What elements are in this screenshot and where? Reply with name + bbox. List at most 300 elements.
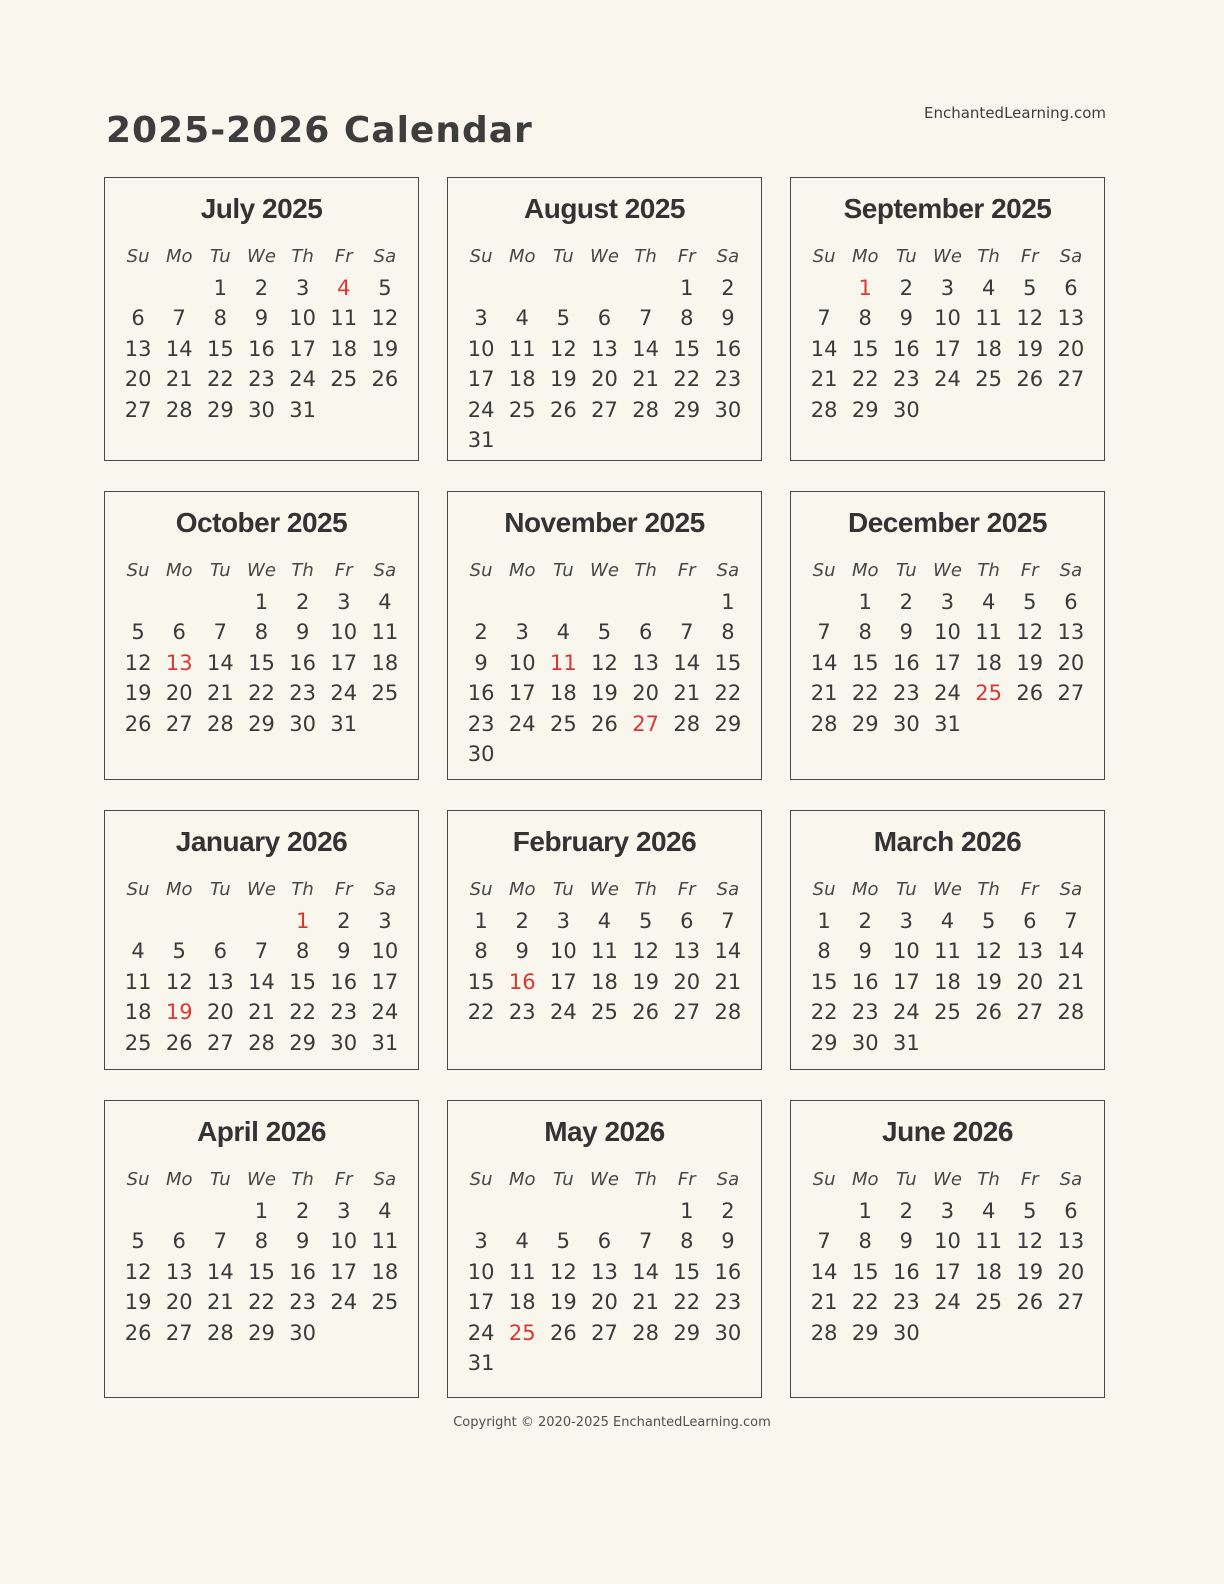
empty-cell [461,1196,502,1227]
date-cell: 7 [172,306,186,330]
date-cell: 5 [556,306,571,330]
day-of-week-header: Mo [165,560,193,581]
date-cell: 2 [899,1198,914,1223]
date-cell: 28 [165,397,193,422]
date-cell: 9 [254,306,269,330]
date-cell: 11 [371,1229,399,1253]
date-cell: 4 [981,589,996,614]
empty-cell [707,1348,748,1379]
date-cell: 23 [289,1290,316,1314]
empty-cell [200,587,241,618]
date-cell: 17 [934,1259,961,1284]
date-cell: 5 [981,908,996,933]
date-cell: 21 [206,681,234,705]
month-card [790,491,1105,780]
empty-cell [364,709,405,740]
date-cell: 10 [892,939,920,963]
day-of-week-header: Tu [553,560,574,581]
date-cell: 29 [206,397,234,422]
month-card [790,1100,1105,1398]
month-grid [461,242,749,456]
date-cell: 13 [591,1259,618,1284]
date-cell: 18 [549,681,577,705]
day-of-week-header: Tu [210,560,231,581]
date-cell: 23 [508,1000,536,1024]
date-cell: 26 [632,1000,659,1024]
day-of-week-header: Fr [334,560,353,581]
date-cell: 29 [851,711,879,736]
date-cell: 3 [556,908,571,933]
day-of-week-header: Sa [716,246,740,267]
day-of-week-header: Fr [334,1169,353,1190]
day-of-week-header: Su [126,879,150,900]
date-cell: 5 [1023,1198,1037,1223]
date-cell: 29 [714,711,742,736]
month-title: August 2025 [524,193,685,224]
date-cell: 9 [858,939,872,963]
date-cell: 21 [165,367,193,391]
date-cell: 3 [940,1198,955,1223]
date-cell: 15 [289,969,316,994]
date-cell: 10 [934,620,961,644]
date-cell: 10 [934,1229,961,1253]
empty-cell [968,1028,1009,1059]
date-cell: 28 [248,1030,275,1055]
date-cell: 13 [124,336,152,361]
date-cell: 15 [851,650,879,675]
date-cell-holiday: 19 [165,1000,193,1024]
date-cell: 23 [714,1290,742,1314]
empty-cell [543,739,584,770]
date-cell: 21 [248,1000,275,1024]
date-cell: 23 [714,367,742,391]
date-cell: 7 [638,1229,653,1253]
day-of-week-header: We [590,246,619,267]
empty-cell [968,1318,1009,1349]
empty-cell [625,425,666,456]
date-cell: 19 [371,336,399,361]
empty-cell [1050,1028,1091,1059]
date-cell: 30 [892,397,920,422]
day-of-week-header: Mo [851,1169,879,1190]
date-cell: 9 [474,650,488,675]
empty-cell [666,739,707,770]
day-of-week-header: Su [812,560,836,581]
date-cell: 13 [591,336,618,361]
date-cell: 29 [673,397,701,422]
day-of-week-header: We [247,879,276,900]
date-cell: 6 [597,1229,612,1253]
date-cell: 13 [1057,1229,1085,1253]
date-cell: 4 [940,908,955,933]
empty-cell [241,906,282,937]
day-of-week-header: Fr [1020,560,1039,581]
date-cell: 26 [549,397,577,422]
date-cell: 8 [254,620,269,644]
empty-cell [625,587,666,618]
empty-cell [804,1196,845,1227]
date-cell: 22 [810,1000,838,1024]
month-grid [118,242,406,425]
date-cell: 7 [213,1229,228,1253]
date-cell: 10 [549,939,577,963]
date-cell: 24 [371,1000,399,1024]
day-of-week-header: We [590,1169,619,1190]
day-of-week-header: We [590,560,619,581]
date-cell: 25 [124,1030,152,1055]
empty-cell [502,425,543,456]
date-cell: 9 [515,939,529,963]
date-cell: 20 [673,969,701,994]
date-cell: 31 [467,428,495,452]
date-cell: 17 [508,681,536,705]
empty-cell [159,273,200,304]
date-cell: 3 [295,275,310,300]
date-cell: 14 [632,336,659,361]
date-cell: 26 [1016,681,1044,705]
date-cell: 25 [549,711,577,736]
date-cell: 20 [165,1290,193,1314]
day-of-week-header: Fr [1020,246,1039,267]
date-cell: 30 [467,742,495,766]
date-cell: 4 [597,908,612,933]
empty-cell [118,273,159,304]
date-cell: 6 [172,620,186,644]
empty-cell [118,906,159,937]
date-cell-holiday: 4 [337,275,351,300]
date-cell: 2 [858,908,872,933]
date-cell: 6 [1064,589,1078,614]
day-of-week-header: Fr [677,879,696,900]
day-of-week-header: Su [469,879,493,900]
date-cell: 14 [206,650,234,675]
empty-cell [118,1196,159,1227]
date-cell: 24 [289,367,316,391]
date-cell: 14 [810,650,838,675]
date-cell: 15 [248,650,275,675]
date-cell: 10 [289,306,316,330]
date-cell: 19 [1016,1259,1044,1284]
date-cell: 20 [591,1290,618,1314]
date-cell: 16 [892,1259,920,1284]
empty-cell [200,906,241,937]
date-cell: 16 [714,336,742,361]
month-title: February 2026 [512,826,697,857]
date-cell: 6 [1064,275,1078,300]
date-cell: 13 [165,1259,193,1284]
empty-cell [666,425,707,456]
date-cell: 1 [213,275,228,300]
day-of-week-header: Fr [1020,1169,1039,1190]
month-card [104,1100,419,1398]
date-cell: 30 [892,1320,920,1345]
day-of-week-header: Tu [896,879,917,900]
date-cell: 25 [371,1290,399,1314]
empty-cell [968,395,1009,426]
date-cell: 24 [892,1000,920,1024]
date-cell: 28 [632,1320,659,1345]
day-of-week-header: Mo [851,560,879,581]
empty-cell [159,587,200,618]
date-cell: 28 [714,1000,742,1024]
date-cell: 31 [934,711,961,736]
date-cell: 12 [975,939,1002,963]
date-cell: 20 [165,681,193,705]
date-cell: 6 [131,306,145,330]
empty-cell [927,1028,968,1059]
day-of-week-header: Sa [716,879,740,900]
date-cell: 1 [721,589,735,614]
day-of-week-header: Tu [553,1169,574,1190]
date-cell: 9 [337,939,351,963]
date-cell: 14 [248,969,275,994]
date-cell: 12 [1016,620,1044,644]
date-cell: 31 [371,1030,399,1055]
empty-cell [364,1318,405,1349]
empty-cell [502,1196,543,1227]
day-of-week-header: Sa [1059,1169,1083,1190]
empty-cell [364,395,405,426]
date-cell-holiday: 1 [858,275,872,300]
day-of-week-header: Fr [334,879,353,900]
date-cell: 27 [591,397,618,422]
date-cell: 29 [248,1320,275,1345]
date-cell: 30 [248,397,275,422]
date-cell: 30 [714,1320,742,1345]
date-cell: 4 [378,589,392,614]
date-cell: 21 [714,969,742,994]
date-cell: 1 [680,1198,694,1223]
date-cell: 10 [330,1229,358,1253]
date-cell: 15 [810,969,838,994]
empty-cell [159,906,200,937]
date-cell: 4 [981,275,996,300]
date-cell: 23 [892,367,920,391]
date-cell: 17 [330,650,358,675]
date-cell: 22 [289,1000,316,1024]
date-cell: 3 [899,908,914,933]
empty-cell [543,425,584,456]
day-of-week-header: Th [977,246,1000,267]
date-cell: 30 [851,1030,879,1055]
date-cell: 27 [1057,367,1085,391]
date-cell: 14 [206,1259,234,1284]
date-cell: 9 [721,306,735,330]
date-cell: 26 [165,1030,193,1055]
date-cell: 7 [254,939,269,963]
date-cell: 8 [474,939,488,963]
date-cell: 3 [337,1198,351,1223]
date-cell: 26 [1016,367,1044,391]
month-title: November 2025 [504,507,705,538]
date-cell: 7 [638,306,653,330]
day-of-week-header: Mo [508,879,536,900]
empty-cell [584,273,625,304]
empty-cell [625,1348,666,1379]
empty-cell [502,739,543,770]
day-of-week-header: Tu [553,246,574,267]
date-cell: 6 [1023,908,1037,933]
empty-cell [1050,1318,1091,1349]
date-cell: 5 [556,1229,571,1253]
day-of-week-header: Su [812,1169,836,1190]
date-cell: 29 [673,1320,701,1345]
date-cell: 15 [248,1259,275,1284]
date-cell: 27 [206,1030,234,1055]
date-cell: 21 [810,681,838,705]
date-cell: 14 [714,939,742,963]
date-cell: 28 [632,397,659,422]
date-cell: 14 [810,336,838,361]
date-cell: 27 [1057,681,1085,705]
empty-cell [666,1348,707,1379]
date-cell-holiday: 1 [295,908,310,933]
date-cell: 9 [295,620,310,644]
date-cell: 2 [337,908,351,933]
copyright-text: Copyright © 2020-2025 EnchantedLearning.com [453,1415,771,1430]
day-of-week-header: Th [977,879,1000,900]
date-cell: 25 [934,1000,961,1024]
date-cell: 22 [248,681,275,705]
date-cell: 20 [1057,1259,1085,1284]
month-title: September 2025 [843,193,1052,224]
date-cell: 13 [1016,939,1044,963]
date-cell: 2 [721,275,735,300]
date-cell: 8 [680,1229,694,1253]
date-cell: 22 [248,1290,275,1314]
month-grid [461,1165,749,1379]
date-cell: 8 [254,1229,269,1253]
date-cell: 26 [371,367,399,391]
day-of-week-header: Sa [373,1169,397,1190]
date-cell: 24 [330,1290,358,1314]
date-cell: 26 [124,711,152,736]
date-cell: 22 [467,1000,495,1024]
date-cell: 7 [817,1229,831,1253]
date-cell: 12 [124,650,152,675]
date-cell: 17 [371,969,399,994]
date-cell: 24 [508,711,536,736]
date-cell: 14 [165,336,193,361]
day-of-week-header: Th [634,879,657,900]
date-cell: 17 [892,969,920,994]
day-of-week-header: Sa [1059,246,1083,267]
date-cell: 4 [556,620,571,644]
date-cell: 13 [673,939,701,963]
month-card [447,177,762,461]
date-cell: 17 [467,1290,495,1314]
day-of-week-header: Th [634,560,657,581]
date-cell: 8 [858,306,872,330]
day-of-week-header: Sa [1059,560,1083,581]
date-cell: 3 [515,620,529,644]
day-of-week-header: Sa [716,1169,740,1190]
date-cell: 11 [124,969,152,994]
date-cell: 11 [975,620,1002,644]
date-cell: 18 [371,1259,399,1284]
date-cell: 1 [680,275,694,300]
date-cell: 8 [858,1229,872,1253]
date-cell: 24 [934,367,961,391]
day-of-week-header: Tu [553,879,574,900]
date-cell: 10 [934,306,961,330]
month-grid [118,875,406,1058]
date-cell: 3 [474,1229,488,1253]
month-title: October 2025 [175,507,348,538]
date-cell: 2 [295,589,310,614]
date-cell: 24 [934,1290,961,1314]
date-cell: 2 [474,620,488,644]
day-of-week-header: Fr [1020,879,1039,900]
day-of-week-header: Sa [373,246,397,267]
month-card [790,810,1105,1070]
date-cell: 20 [206,1000,234,1024]
date-cell: 26 [975,1000,1002,1024]
site-link[interactable]: EnchantedLearning.com [924,104,1106,122]
day-of-week-header: Mo [508,246,536,267]
date-cell: 12 [1016,306,1044,330]
date-cell: 25 [330,367,358,391]
date-cell: 14 [810,1259,838,1284]
date-cell: 15 [206,336,234,361]
date-cell-holiday: 25 [508,1320,536,1345]
date-cell: 15 [673,336,701,361]
date-cell: 15 [673,1259,701,1284]
empty-cell [707,425,748,456]
date-cell: 6 [597,306,612,330]
empty-cell [543,587,584,618]
date-cell: 27 [1057,1290,1085,1314]
day-of-week-header: Sa [1059,879,1083,900]
date-cell: 18 [975,650,1002,675]
date-cell: 28 [810,1320,838,1345]
day-of-week-header: Tu [896,246,917,267]
date-cell: 18 [975,336,1002,361]
day-of-week-header: We [933,1169,962,1190]
date-cell: 22 [851,1290,879,1314]
date-cell: 31 [289,397,316,422]
date-cell: 17 [549,969,577,994]
date-cell: 6 [1064,1198,1078,1223]
date-cell: 29 [289,1030,316,1055]
date-cell: 11 [330,306,358,330]
date-cell: 3 [337,589,351,614]
date-cell-holiday: 11 [549,650,577,675]
date-cell: 24 [549,1000,577,1024]
empty-cell [1009,1028,1050,1059]
date-cell: 5 [131,620,145,644]
day-of-week-header: We [247,560,276,581]
empty-cell [927,1318,968,1349]
date-cell: 5 [597,620,612,644]
date-cell: 28 [810,711,838,736]
empty-cell [200,1196,241,1227]
empty-cell [323,1318,364,1349]
day-of-week-header: Su [469,1169,493,1190]
date-cell-holiday: 13 [165,650,193,675]
day-of-week-header: Fr [677,560,696,581]
date-cell: 5 [172,939,186,963]
date-cell: 8 [213,306,228,330]
date-cell: 12 [591,650,618,675]
date-cell-holiday: 27 [632,711,659,736]
date-cell: 28 [673,711,701,736]
date-cell: 11 [508,1259,536,1284]
day-of-week-header: Mo [165,879,193,900]
date-cell: 22 [206,367,234,391]
day-of-week-header: Sa [716,560,740,581]
date-cell: 12 [632,939,659,963]
